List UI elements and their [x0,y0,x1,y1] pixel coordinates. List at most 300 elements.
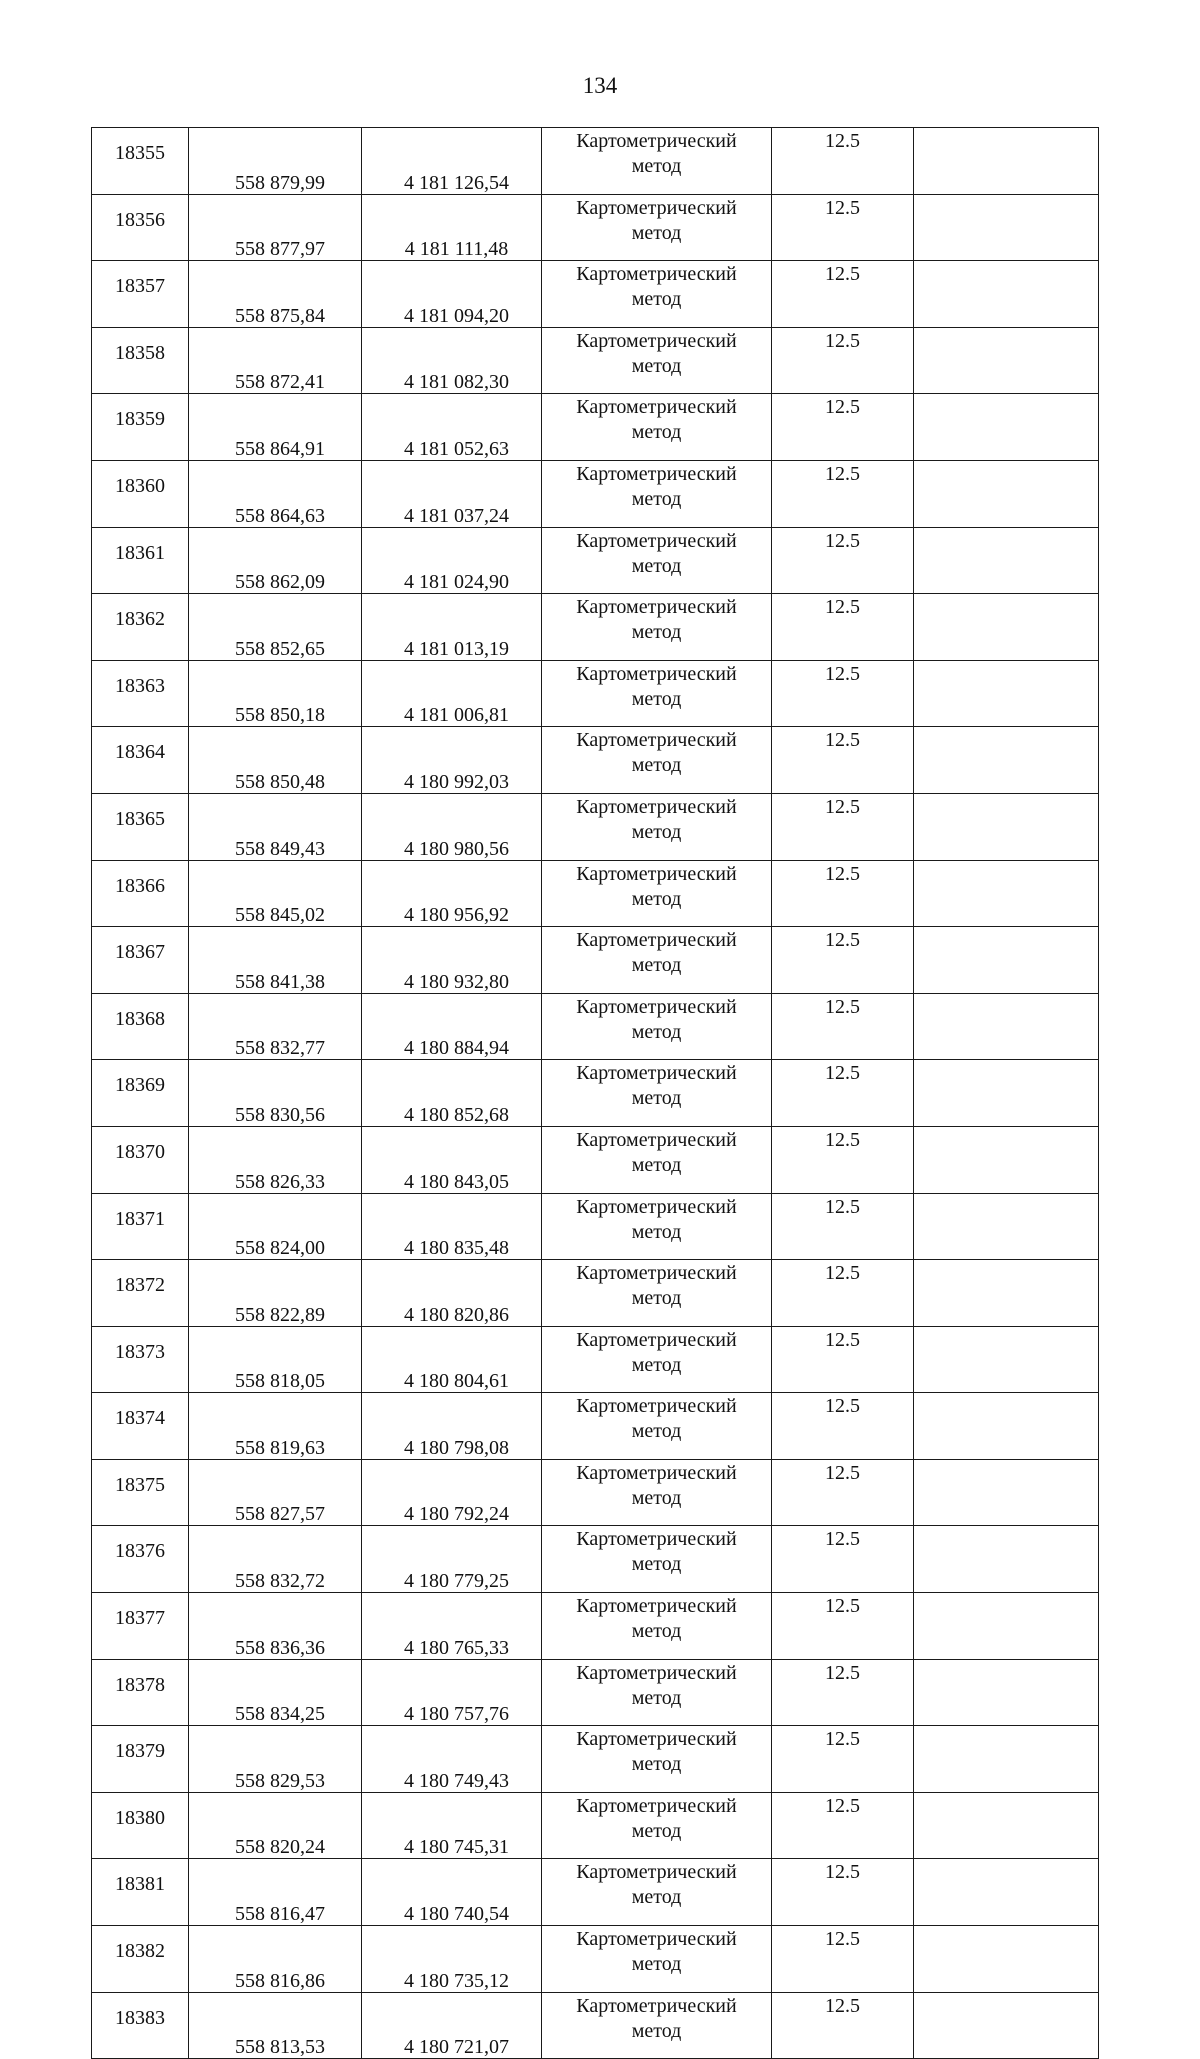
table-row [92,128,1099,195]
x-coordinate-cell [189,1459,362,1526]
empty-cell [914,993,1099,1060]
table-row [92,1393,1099,1460]
accuracy-cell: 12.5 [772,1126,914,1193]
method-line-2: метод [631,954,682,977]
x-coordinate-cell [189,1992,362,2059]
method-cell [542,1060,772,1127]
method-line-1: Картометрический [576,529,737,552]
point-number-cell: 18355 [92,128,189,195]
table-row [92,1792,1099,1859]
y-coordinate-cell [362,261,542,328]
point-number-cell: 18376 [92,1526,189,1593]
x-coordinate-cell [189,1526,362,1593]
x-coordinate-cell [189,1260,362,1327]
table-row [92,1593,1099,1660]
empty-cell [914,460,1099,527]
accuracy-cell: 12.5 [772,1326,914,1393]
method-cell [542,1859,772,1926]
x-coordinate-cell [189,660,362,727]
method-line-2: метод [631,155,682,177]
table-row [92,1060,1099,1127]
y-coordinate-cell [362,1393,542,1460]
y-coordinate-value: 4 180 779,25 [404,1570,509,1593]
method-line-1: Картометрический [576,1128,737,1151]
method-cell [542,1593,772,1660]
table-row [92,194,1099,261]
x-coordinate-cell [189,1326,362,1393]
point-number-cell: 18363 [92,660,189,727]
accuracy-cell: 12.5 [772,1393,914,1460]
method-cell [542,927,772,994]
method-line-2: метод [631,487,682,510]
point-number-cell: 18369 [92,1060,189,1127]
empty-cell [914,261,1099,328]
method-cell [542,394,772,461]
x-coordinate-value: 558 849,43 [235,837,325,860]
method-line-1: Картометрический [576,1328,737,1351]
point-number-cell: 18362 [92,594,189,661]
method-cell [542,1726,772,1793]
y-coordinate-value: 4 180 792,24 [404,1503,509,1526]
y-coordinate-cell [362,394,542,461]
table-row [92,1992,1099,2059]
table-row [92,1260,1099,1327]
point-number-cell: 18360 [92,460,189,527]
accuracy-cell: 12.5 [772,1593,914,1660]
accuracy-cell: 12.5 [772,594,914,661]
method-line-1: Картометрический [576,1062,737,1085]
y-coordinate-value: 4 180 765,33 [404,1636,509,1659]
x-coordinate-value: 558 845,02 [235,904,325,927]
method-cell [542,1126,772,1193]
y-coordinate-cell [362,1926,542,1993]
method-line-2: метод [631,820,682,843]
y-coordinate-value: 4 180 884,94 [404,1037,509,1060]
point-number-cell: 18361 [92,527,189,594]
method-cell [542,1526,772,1593]
point-number-cell: 18377 [92,1593,189,1660]
accuracy-cell: 12.5 [772,1459,914,1526]
y-coordinate-cell [362,1326,542,1393]
accuracy-cell: 12.5 [772,1060,914,1127]
y-coordinate-value: 4 180 798,08 [404,1436,509,1459]
empty-cell [914,793,1099,860]
method-line-2: метод [631,421,682,444]
x-coordinate-value: 558 826,33 [235,1170,325,1193]
point-number-cell: 18364 [92,727,189,794]
y-coordinate-cell [362,1659,542,1726]
table-row [92,860,1099,927]
accuracy-cell: 12.5 [772,261,914,328]
method-line-1: Картометрический [576,1994,737,2017]
x-coordinate-value: 558 822,89 [235,1303,325,1326]
y-coordinate-value: 4 180 956,92 [404,904,509,927]
accuracy-cell: 12.5 [772,993,914,1060]
method-line-1: Картометрический [576,1728,737,1751]
empty-cell [914,927,1099,994]
method-cell [542,1393,772,1460]
method-line-1: Картометрический [576,1928,737,1951]
point-number-cell: 18382 [92,1926,189,1993]
y-coordinate-value: 4 180 980,56 [404,837,509,860]
method-line-2: метод [631,1819,682,1842]
point-number-cell: 18371 [92,1193,189,1260]
method-line-2: метод [631,754,682,777]
point-number-cell: 18365 [92,793,189,860]
point-number-cell: 18383 [92,1992,189,2059]
method-cell [542,1992,772,2059]
y-coordinate-cell [362,1992,542,2059]
x-coordinate-value: 558 832,72 [235,1570,325,1593]
x-coordinate-value: 558 820,24 [235,1836,325,1859]
method-line-1: Картометрический [576,1195,737,1218]
method-line-1: Картометрический [576,1595,737,1618]
table-row [92,1926,1099,1993]
accuracy-cell: 12.5 [772,1792,914,1859]
method-cell [542,1792,772,1859]
empty-cell [914,394,1099,461]
method-line-2: метод [631,1953,682,1976]
x-coordinate-value: 558 875,84 [235,304,325,327]
x-coordinate-cell [189,1393,362,1460]
y-coordinate-cell [362,793,542,860]
empty-cell [914,1726,1099,1793]
method-cell [542,660,772,727]
table-row [92,727,1099,794]
x-coordinate-cell [189,1060,362,1127]
method-cell [542,1659,772,1726]
method-line-2: метод [631,2019,682,2042]
accuracy-cell: 12.5 [772,460,914,527]
method-line-1: Картометрический [576,396,737,419]
method-cell [542,1260,772,1327]
empty-cell [914,1992,1099,2059]
accuracy-cell: 12.5 [772,1859,914,1926]
accuracy-cell: 12.5 [772,128,914,195]
x-coordinate-value: 558 877,97 [235,238,325,261]
x-coordinate-cell [189,1792,362,1859]
y-coordinate-cell [362,1060,542,1127]
empty-cell [914,1060,1099,1127]
table-row [92,527,1099,594]
y-coordinate-value: 4 181 094,20 [404,304,509,327]
accuracy-cell: 12.5 [772,927,914,994]
x-coordinate-cell [189,1193,362,1260]
table-row [92,1193,1099,1260]
y-coordinate-value: 4 181 126,54 [404,171,509,194]
method-line-1: Картометрический [576,1794,737,1817]
x-coordinate-value: 558 827,57 [235,1503,325,1526]
y-coordinate-value: 4 180 721,07 [404,2036,509,2059]
method-line-2: метод [631,554,682,577]
method-line-1: Картометрический [576,462,737,485]
point-number-cell: 18380 [92,1792,189,1859]
table-row [92,1859,1099,1926]
point-number-cell: 18372 [92,1260,189,1327]
y-coordinate-value: 4 181 013,19 [404,637,509,660]
accuracy-cell: 12.5 [772,1659,914,1726]
method-line-2: метод [631,1553,682,1576]
y-coordinate-value: 4 180 745,31 [404,1836,509,1859]
empty-cell [914,860,1099,927]
empty-cell [914,1792,1099,1859]
empty-cell [914,527,1099,594]
method-cell [542,1926,772,1993]
y-coordinate-value: 4 180 749,43 [404,1769,509,1792]
y-coordinate-cell [362,128,542,195]
accuracy-cell: 12.5 [772,793,914,860]
empty-cell [914,1459,1099,1526]
table-body [92,128,1099,2059]
method-line-2: метод [631,221,682,244]
method-line-2: метод [631,1886,682,1909]
x-coordinate-cell [189,793,362,860]
x-coordinate-value: 558 816,47 [235,1903,325,1926]
point-number-cell: 18358 [92,327,189,394]
y-coordinate-cell [362,1859,542,1926]
method-line-1: Картометрический [576,795,737,818]
method-cell [542,860,772,927]
x-coordinate-cell [189,527,362,594]
method-line-2: метод [631,1153,682,1176]
x-coordinate-cell [189,460,362,527]
page-number: 134 [582,73,618,98]
point-number-cell: 18366 [92,860,189,927]
table-row [92,1459,1099,1526]
y-coordinate-cell [362,1792,542,1859]
x-coordinate-value: 558 818,05 [235,1370,325,1393]
table-row [92,1526,1099,1593]
method-line-1: Картометрический [576,929,737,952]
y-coordinate-value: 4 180 804,61 [404,1370,509,1393]
method-cell [542,460,772,527]
x-coordinate-cell [189,261,362,328]
x-coordinate-value: 558 852,65 [235,637,325,660]
point-number-cell: 18379 [92,1726,189,1793]
empty-cell [914,1193,1099,1260]
y-coordinate-cell [362,660,542,727]
y-coordinate-value: 4 180 932,80 [404,970,509,993]
method-line-1: Картометрический [576,329,737,352]
table-row [92,394,1099,461]
x-coordinate-cell [189,727,362,794]
accuracy-cell: 12.5 [772,327,914,394]
table-row [92,1659,1099,1726]
y-coordinate-value: 4 181 006,81 [404,704,509,727]
y-coordinate-cell [362,1126,542,1193]
y-coordinate-value: 4 180 740,54 [404,1903,509,1926]
accuracy-cell: 12.5 [772,660,914,727]
y-coordinate-value: 4 181 111,48 [404,238,509,261]
y-coordinate-cell [362,1726,542,1793]
empty-cell [914,1593,1099,1660]
empty-cell [914,727,1099,794]
method-line-1: Картометрический [576,862,737,885]
table-row [92,793,1099,860]
method-line-2: метод [631,1287,682,1310]
x-coordinate-value: 558 834,25 [235,1703,325,1726]
point-number-cell: 18368 [92,993,189,1060]
accuracy-cell: 12.5 [772,860,914,927]
method-line-2: метод [631,354,682,377]
method-cell [542,1326,772,1393]
y-coordinate-value: 4 180 843,05 [404,1170,509,1193]
x-coordinate-value: 558 829,53 [235,1769,325,1792]
empty-cell [914,1393,1099,1460]
y-coordinate-value: 4 180 835,48 [404,1237,509,1260]
x-coordinate-value: 558 819,63 [235,1436,325,1459]
empty-cell [914,1526,1099,1593]
method-line-1: Картометрический [576,995,737,1018]
accuracy-cell: 12.5 [772,727,914,794]
method-line-1: Картометрический [576,596,737,619]
y-coordinate-cell [362,460,542,527]
method-line-1: Картометрический [576,196,737,219]
table-row [92,1326,1099,1393]
table-row [92,327,1099,394]
x-coordinate-value: 558 813,53 [235,2036,325,2059]
y-coordinate-cell [362,1459,542,1526]
point-number-cell: 18357 [92,261,189,328]
x-coordinate-value: 558 862,09 [235,571,325,594]
x-coordinate-cell [189,394,362,461]
table-row [92,660,1099,727]
point-number-cell: 18359 [92,394,189,461]
y-coordinate-value: 4 181 052,63 [404,437,509,460]
x-coordinate-value: 558 864,91 [235,437,325,460]
empty-cell [914,1326,1099,1393]
y-coordinate-value: 4 181 024,90 [404,571,509,594]
table-row [92,460,1099,527]
empty-cell [914,1926,1099,1993]
x-coordinate-cell [189,1126,362,1193]
accuracy-cell: 12.5 [772,1926,914,1993]
method-cell [542,727,772,794]
accuracy-cell: 12.5 [772,394,914,461]
x-coordinate-value: 558 824,00 [235,1237,325,1260]
x-coordinate-cell [189,194,362,261]
accuracy-cell: 12.5 [772,194,914,261]
x-coordinate-cell [189,1593,362,1660]
method-line-1: Картометрический [576,1661,737,1684]
empty-cell [914,194,1099,261]
y-coordinate-value: 4 180 852,68 [404,1103,509,1126]
empty-cell [914,128,1099,195]
method-line-1: Картометрический [576,1395,737,1418]
method-cell [542,128,772,195]
method-cell [542,194,772,261]
method-line-2: метод [631,1486,682,1509]
method-line-2: метод [631,1353,682,1376]
point-number-cell: 18370 [92,1126,189,1193]
method-cell [542,261,772,328]
accuracy-cell: 12.5 [772,1193,914,1260]
accuracy-cell: 12.5 [772,1726,914,1793]
x-coordinate-value: 558 879,99 [235,171,325,194]
method-line-2: метод [631,621,682,644]
x-coordinate-cell [189,1659,362,1726]
accuracy-cell: 12.5 [772,1992,914,2059]
method-line-2: метод [631,1020,682,1043]
y-coordinate-cell [362,527,542,594]
method-line-2: метод [631,1753,682,1776]
method-line-2: метод [631,1686,682,1709]
x-coordinate-value: 558 816,86 [235,1969,325,1992]
empty-cell [914,327,1099,394]
empty-cell [914,1260,1099,1327]
method-line-2: метод [631,288,682,311]
point-number-cell: 18374 [92,1393,189,1460]
table-row [92,1726,1099,1793]
method-line-1: Картометрический [576,1262,737,1285]
x-coordinate-value: 558 830,56 [235,1103,325,1126]
empty-cell [914,1859,1099,1926]
x-coordinate-cell [189,1859,362,1926]
x-coordinate-cell [189,128,362,195]
method-line-1: Картометрический [576,1861,737,1884]
y-coordinate-cell [362,1526,542,1593]
method-line-1: Картометрический [576,1461,737,1484]
method-line-2: метод [631,887,682,910]
y-coordinate-cell [362,327,542,394]
x-coordinate-cell [189,1926,362,1993]
y-coordinate-cell [362,594,542,661]
table-row [92,927,1099,994]
x-coordinate-value: 558 864,63 [235,504,325,527]
accuracy-cell: 12.5 [772,1526,914,1593]
y-coordinate-cell [362,927,542,994]
y-coordinate-cell [362,194,542,261]
x-coordinate-value: 558 841,38 [235,970,325,993]
y-coordinate-value: 4 181 082,30 [404,371,509,394]
empty-cell [914,660,1099,727]
x-coordinate-cell [189,927,362,994]
method-cell [542,527,772,594]
point-number-cell: 18378 [92,1659,189,1726]
method-line-2: метод [631,687,682,710]
empty-cell [914,594,1099,661]
y-coordinate-value: 4 181 037,24 [404,504,509,527]
x-coordinate-cell [189,1726,362,1793]
y-coordinate-value: 4 180 992,03 [404,770,509,793]
table-row [92,993,1099,1060]
x-coordinate-value: 558 832,77 [235,1037,325,1060]
x-coordinate-cell [189,594,362,661]
method-cell [542,327,772,394]
y-coordinate-cell [362,860,542,927]
point-number-cell: 18356 [92,194,189,261]
y-coordinate-cell [362,1260,542,1327]
x-coordinate-value: 558 836,36 [235,1636,325,1659]
y-coordinate-cell [362,993,542,1060]
y-coordinate-value: 4 180 757,76 [404,1703,509,1726]
point-number-cell: 18375 [92,1459,189,1526]
method-cell [542,594,772,661]
table-row [92,261,1099,328]
method-line-2: метод [631,1087,682,1110]
empty-cell [914,1659,1099,1726]
y-coordinate-cell [362,1593,542,1660]
point-number-cell: 18373 [92,1326,189,1393]
method-line-1: Картометрический [576,729,737,752]
method-line-1: Картометрический [576,263,737,286]
coordinates-table [91,127,1099,2059]
y-coordinate-cell [362,727,542,794]
x-coordinate-value: 558 872,41 [235,371,325,394]
point-number-cell: 18367 [92,927,189,994]
method-line-1: Картометрический [576,1528,737,1551]
method-line-2: метод [631,1220,682,1243]
